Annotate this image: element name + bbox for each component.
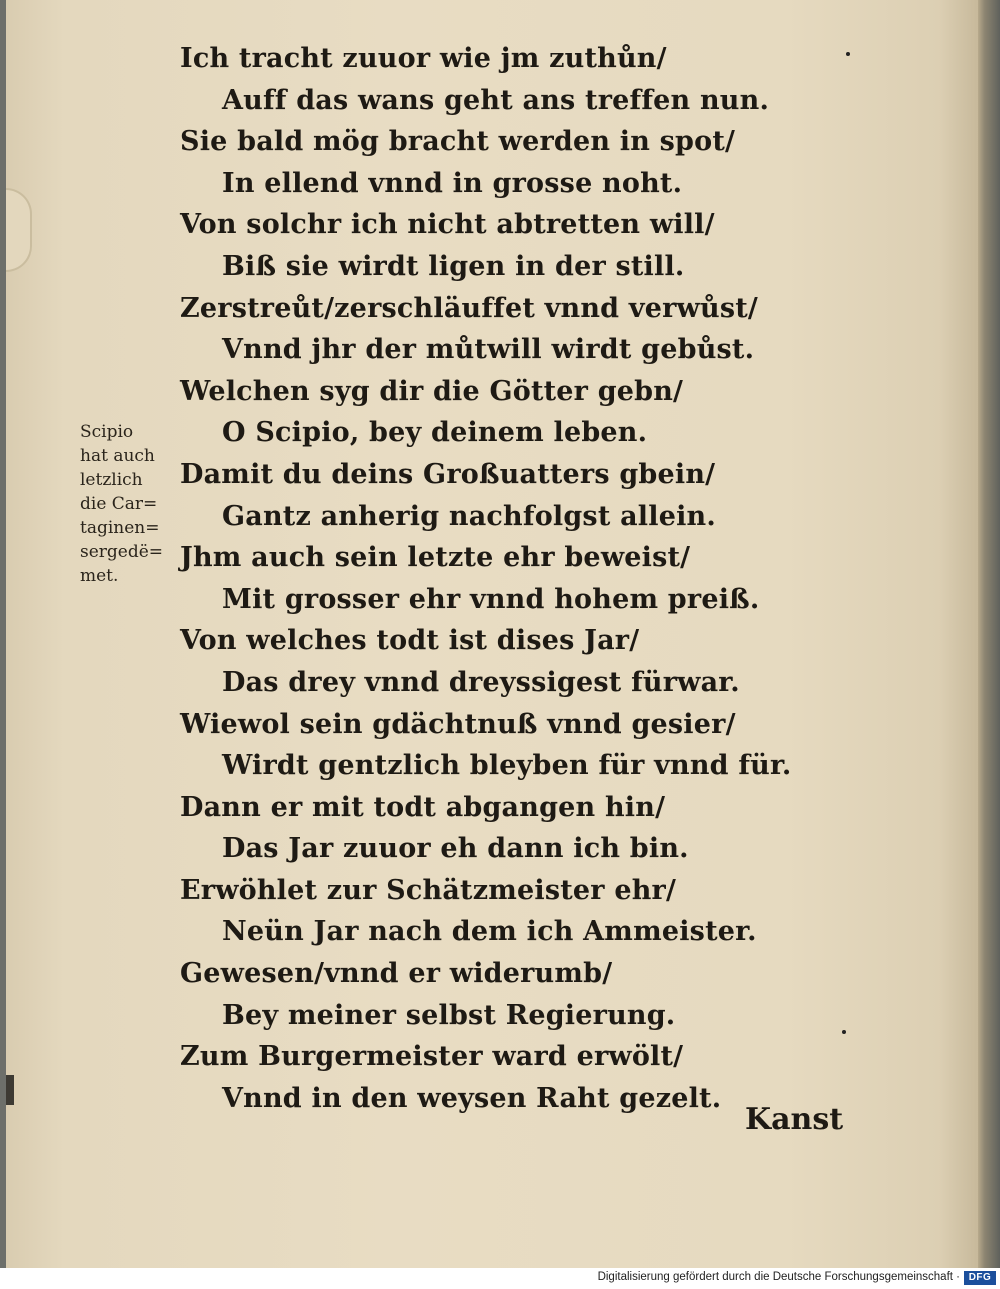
verse-line: Gantz anherig nachfolgst allein. — [222, 500, 716, 532]
margin-note-line: letzlich — [80, 470, 143, 490]
poem-text — [180, 38, 860, 1119]
margin-note-line: met. — [80, 566, 119, 586]
verse-line: Ich tracht zuuor wie jm zuthůn/ — [180, 43, 667, 74]
verse-line: Wirdt gentzlich bleyben für vnnd für. — [222, 750, 792, 782]
verse-line: Von welches todt ist dises Jar/ — [180, 625, 640, 657]
margin-note-line: die Car= — [80, 494, 158, 514]
verse-line: Jhm auch sein letzte ehr beweist/ — [180, 542, 691, 574]
page-tab — [6, 188, 32, 272]
margin-note-line: hat auch — [80, 446, 155, 466]
verse-line: Das Jar zuuor eh dann ich bin. — [222, 833, 689, 865]
verse-line: Welchen syg dir die Götter gebn/ — [180, 375, 684, 407]
verse-line: Von solchr ich nicht abtretten will/ — [180, 209, 715, 241]
margin-note-line: taginen= — [80, 518, 160, 538]
verse-line: Zum Burgermeister ward erwölt/ — [180, 1041, 684, 1073]
verse-line: Mit grosser ehr vnnd hohem preiß. — [222, 583, 760, 615]
catchword: Kanst — [745, 1102, 844, 1137]
verse-line: Biß sie wirdt ligen in der still. — [222, 250, 685, 282]
verse-line: O Scipio, bey deinem leben. — [222, 417, 648, 449]
verse-line: Wiewol sein gdächtnuß vnnd gesier/ — [180, 708, 736, 740]
verse-line: Sie bald mög bracht werden in spot/ — [180, 126, 736, 158]
margin-note — [80, 420, 180, 588]
dfg-logo: DFG — [964, 1271, 996, 1285]
verse-line: Gewesen/vnnd er widerumb/ — [180, 958, 613, 990]
page-edge-mark — [6, 1075, 14, 1105]
verse-line: Dann er mit todt abgangen hin/ — [180, 791, 666, 823]
verse-line: Bey meiner selbst Regierung. — [222, 999, 676, 1031]
verse-line: Vnnd jhr der můtwill wirdt gebůst. — [222, 334, 755, 366]
verse-line: Auff das wans geht ans treffen nun. — [222, 84, 770, 116]
margin-note-line: Scipio — [80, 422, 134, 442]
verse-line: Damit du deins Großuatters gbein/ — [180, 458, 716, 490]
verse-line: Vnnd in den weysen Raht gezelt. — [222, 1082, 722, 1114]
footer-bar — [0, 1268, 1000, 1289]
verse-line: In ellend vnnd in grosse noht. — [222, 167, 683, 199]
funding-credit: Digitalisierung gefördert durch die Deutsche Forschungsgemeinschaft · — [597, 1271, 960, 1283]
margin-note-line: sergedë= — [80, 542, 164, 562]
verse-line: Erwöhlet zur Schätzmeister ehr/ — [180, 874, 677, 906]
verse-line: Das drey vnnd dreyssigest fürwar. — [222, 666, 740, 698]
verse-line: Zerstreůt/zerschläuffet vnnd verwůst/ — [180, 292, 758, 324]
binding-edge — [978, 0, 1000, 1268]
verse-line: Neün Jar nach dem ich Ammeister. — [222, 916, 757, 948]
